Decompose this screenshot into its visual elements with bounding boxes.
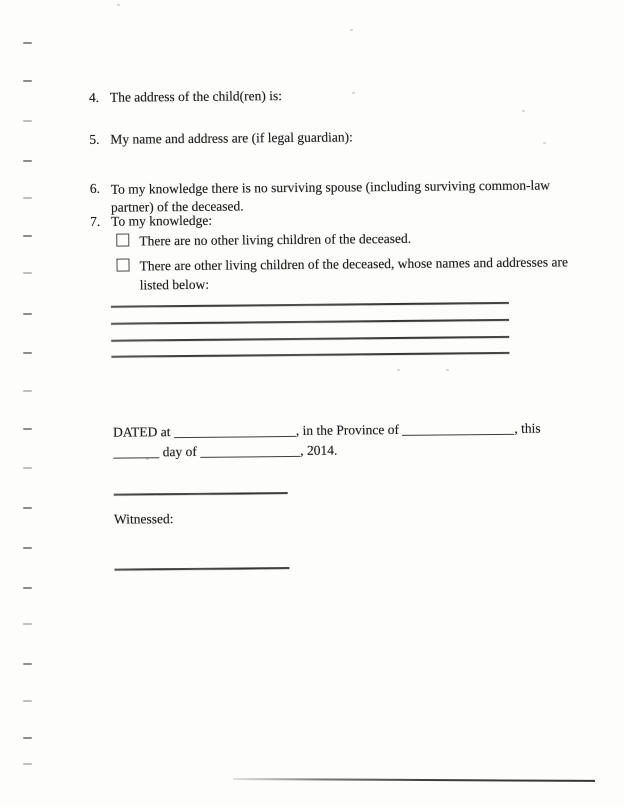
item-text: My name and address are (if legal guardian): bbox=[110, 129, 353, 147]
dated-day-of-label: day of bbox=[162, 443, 197, 460]
checkbox-other-living-children[interactable] bbox=[116, 259, 129, 272]
checkbox-label-line: There are no other living children of the deceased. bbox=[139, 230, 412, 249]
dated-clause bbox=[113, 419, 541, 463]
signature-line[interactable] bbox=[114, 492, 288, 496]
write-in-line[interactable] bbox=[111, 352, 509, 357]
witnessed-label: Witnessed: bbox=[113, 511, 174, 527]
item-number: 5. bbox=[89, 131, 100, 147]
checkbox-row-no-other-children bbox=[0, 227, 622, 253]
write-in-line[interactable] bbox=[111, 336, 509, 342]
item-text: The address of the child(ren) is: bbox=[109, 88, 283, 105]
write-in-line[interactable] bbox=[111, 302, 509, 308]
item-text-line: partner) of the deceased. bbox=[110, 198, 244, 215]
dated-line-1 bbox=[113, 419, 541, 443]
dated-month-blank[interactable] bbox=[200, 456, 300, 458]
item-text: To my knowledge: bbox=[111, 212, 213, 229]
checkbox-label bbox=[139, 252, 568, 294]
checkbox-label-line: listed below: bbox=[139, 276, 210, 293]
dated-prefix: DATED at bbox=[113, 424, 171, 440]
item-text-line: To my knowledge there is no surviving spouse (including surviving common-law bbox=[110, 177, 551, 197]
item-number: 6. bbox=[89, 180, 100, 196]
checkbox-label-line: There are other living children of the deceased, whose names and addresses are bbox=[139, 254, 569, 274]
form-item-6 bbox=[0, 176, 622, 215]
checkbox-no-other-living-children[interactable] bbox=[116, 234, 129, 247]
checkbox-label bbox=[139, 229, 411, 251]
form-item-5 bbox=[0, 127, 621, 147]
dated-place-blank[interactable] bbox=[174, 436, 296, 438]
item-number: 4. bbox=[88, 89, 100, 105]
dated-year-label: , 2014. bbox=[300, 442, 338, 458]
form-item-4 bbox=[0, 85, 621, 105]
dated-province-blank[interactable] bbox=[402, 434, 514, 436]
dated-line-2 bbox=[113, 439, 541, 463]
witness-signature-line[interactable] bbox=[114, 567, 289, 571]
item-text bbox=[111, 176, 551, 216]
dated-province-label: , in the Province of bbox=[295, 421, 400, 438]
dated-day-blank[interactable] bbox=[113, 457, 159, 458]
checkbox-row-other-children bbox=[0, 252, 623, 298]
item-number: 7. bbox=[90, 213, 101, 229]
write-in-line[interactable] bbox=[111, 319, 509, 324]
dated-this-label: , this bbox=[514, 420, 541, 436]
